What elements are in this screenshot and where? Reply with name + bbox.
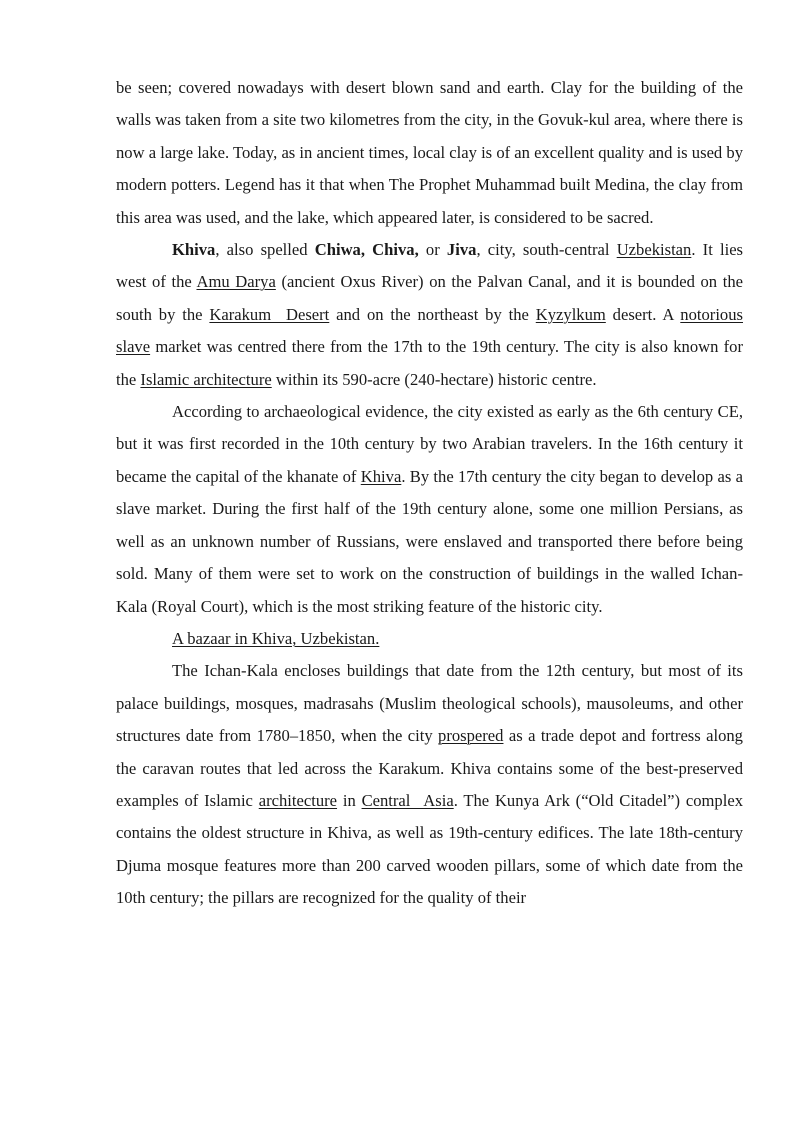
text-run: (ancient Oxus River) on the Palvan Canal, and it is bounded on the south by the — [116, 272, 744, 324]
text-run: or — [418, 240, 447, 260]
link-bazaar-caption[interactable]: A bazaar in Khiva, Uzbekistan. — [172, 628, 380, 648]
paragraph-4 — [116, 655, 743, 914]
link-architecture[interactable]: architecture — [258, 790, 338, 810]
term-jiva: Jiva — [446, 240, 477, 260]
link-karakum-desert[interactable]: Karakum Desert — [209, 304, 330, 324]
image-caption — [116, 623, 743, 655]
text-run: market was centred there from the 17th to the 19th century. The city is also known for the — [116, 337, 743, 389]
link-khiva[interactable]: Khiva — [360, 466, 402, 486]
link-amu-darya[interactable]: Amu Darya — [196, 272, 276, 292]
text-run: and on the northeast by the — [329, 304, 536, 324]
text-run: desert. A — [605, 304, 681, 324]
link-prospered[interactable]: prospered — [438, 726, 504, 746]
text-run: , city, south-central — [476, 240, 617, 260]
text-run: . It lies west of the — [116, 240, 744, 292]
text-run: The Ichan-Kala encloses buildings that date from the 12th century, but most of its palace buildings, mosques, madrasahs (Muslim theological schools), mausoleums, and other structures date from 1780–1850, when the city — [116, 661, 743, 746]
link-central-asia[interactable]: Central Asia — [361, 790, 454, 810]
text-run: in — [337, 790, 362, 810]
text-run: According to archaeological evidence, the city existed as early as the 6th century CE, but it was first recorded in the 10th century by two Arabian travelers. In the 16th century it became the capital of the khanate of — [116, 402, 743, 486]
link-uzbekistan[interactable]: Uzbekistan — [616, 240, 692, 260]
link-slave[interactable]: slave — [116, 337, 151, 357]
link-kyzylkum[interactable]: Kyzylkum — [535, 304, 606, 324]
link-islamic-architecture[interactable]: Islamic architecture — [140, 369, 272, 389]
text-run: . By the 17th century the city began to develop as a slave market. During the first half of the 19th century alone, some one million Persians, as well as an unknown number of Russians, were enslaved and transported there before being sold. Many of them were set to work on the construction of buildings in the walled Ichan-Kala (Royal Court), which is the most striking feature of the historic city. — [116, 466, 744, 616]
term-khiva: Khiva — [172, 240, 216, 260]
paragraph-3 — [116, 396, 743, 623]
paragraph-2 — [116, 234, 743, 396]
body-text — [116, 72, 743, 915]
text-run: , also spelled — [215, 240, 315, 260]
paragraph-1 — [116, 72, 743, 234]
text-run: as a trade depot and fortress along the caravan routes that led across the Karakum. Khiva contains some of the best-preserved examples of Islamic — [116, 726, 743, 810]
term-chiwa-chiva: Chiwa, Chiva, — [314, 240, 419, 260]
text-run: within its 590-acre (240-hectare) historic centre. — [271, 369, 597, 389]
link-notorious[interactable]: notorious — [680, 304, 743, 324]
paragraph-1-text: be seen; covered nowadays with desert blown sand and earth. Clay for the building of the walls was taken from a site two kilometres from the city, in the Govuk-kul area, where there is now a large lake. Today, as in ancient times, local clay is of an excellent quality and is used by modern potters. Legend has it that when The Prophet Muhammad built Medina, the clay from this area was used, and the lake, which appeared later, is considered to be sacred. — [116, 78, 743, 227]
text-run: . The Kunya Ark (“Old Citadel”) complex contains the oldest structure in Khiva, as well as 19th-century edifices. The late 18th-century Djuma mosque features more than 200 carved wooden pillars, some of which date from the 10th century; the pillars are recognized for the quality of their — [116, 790, 743, 908]
